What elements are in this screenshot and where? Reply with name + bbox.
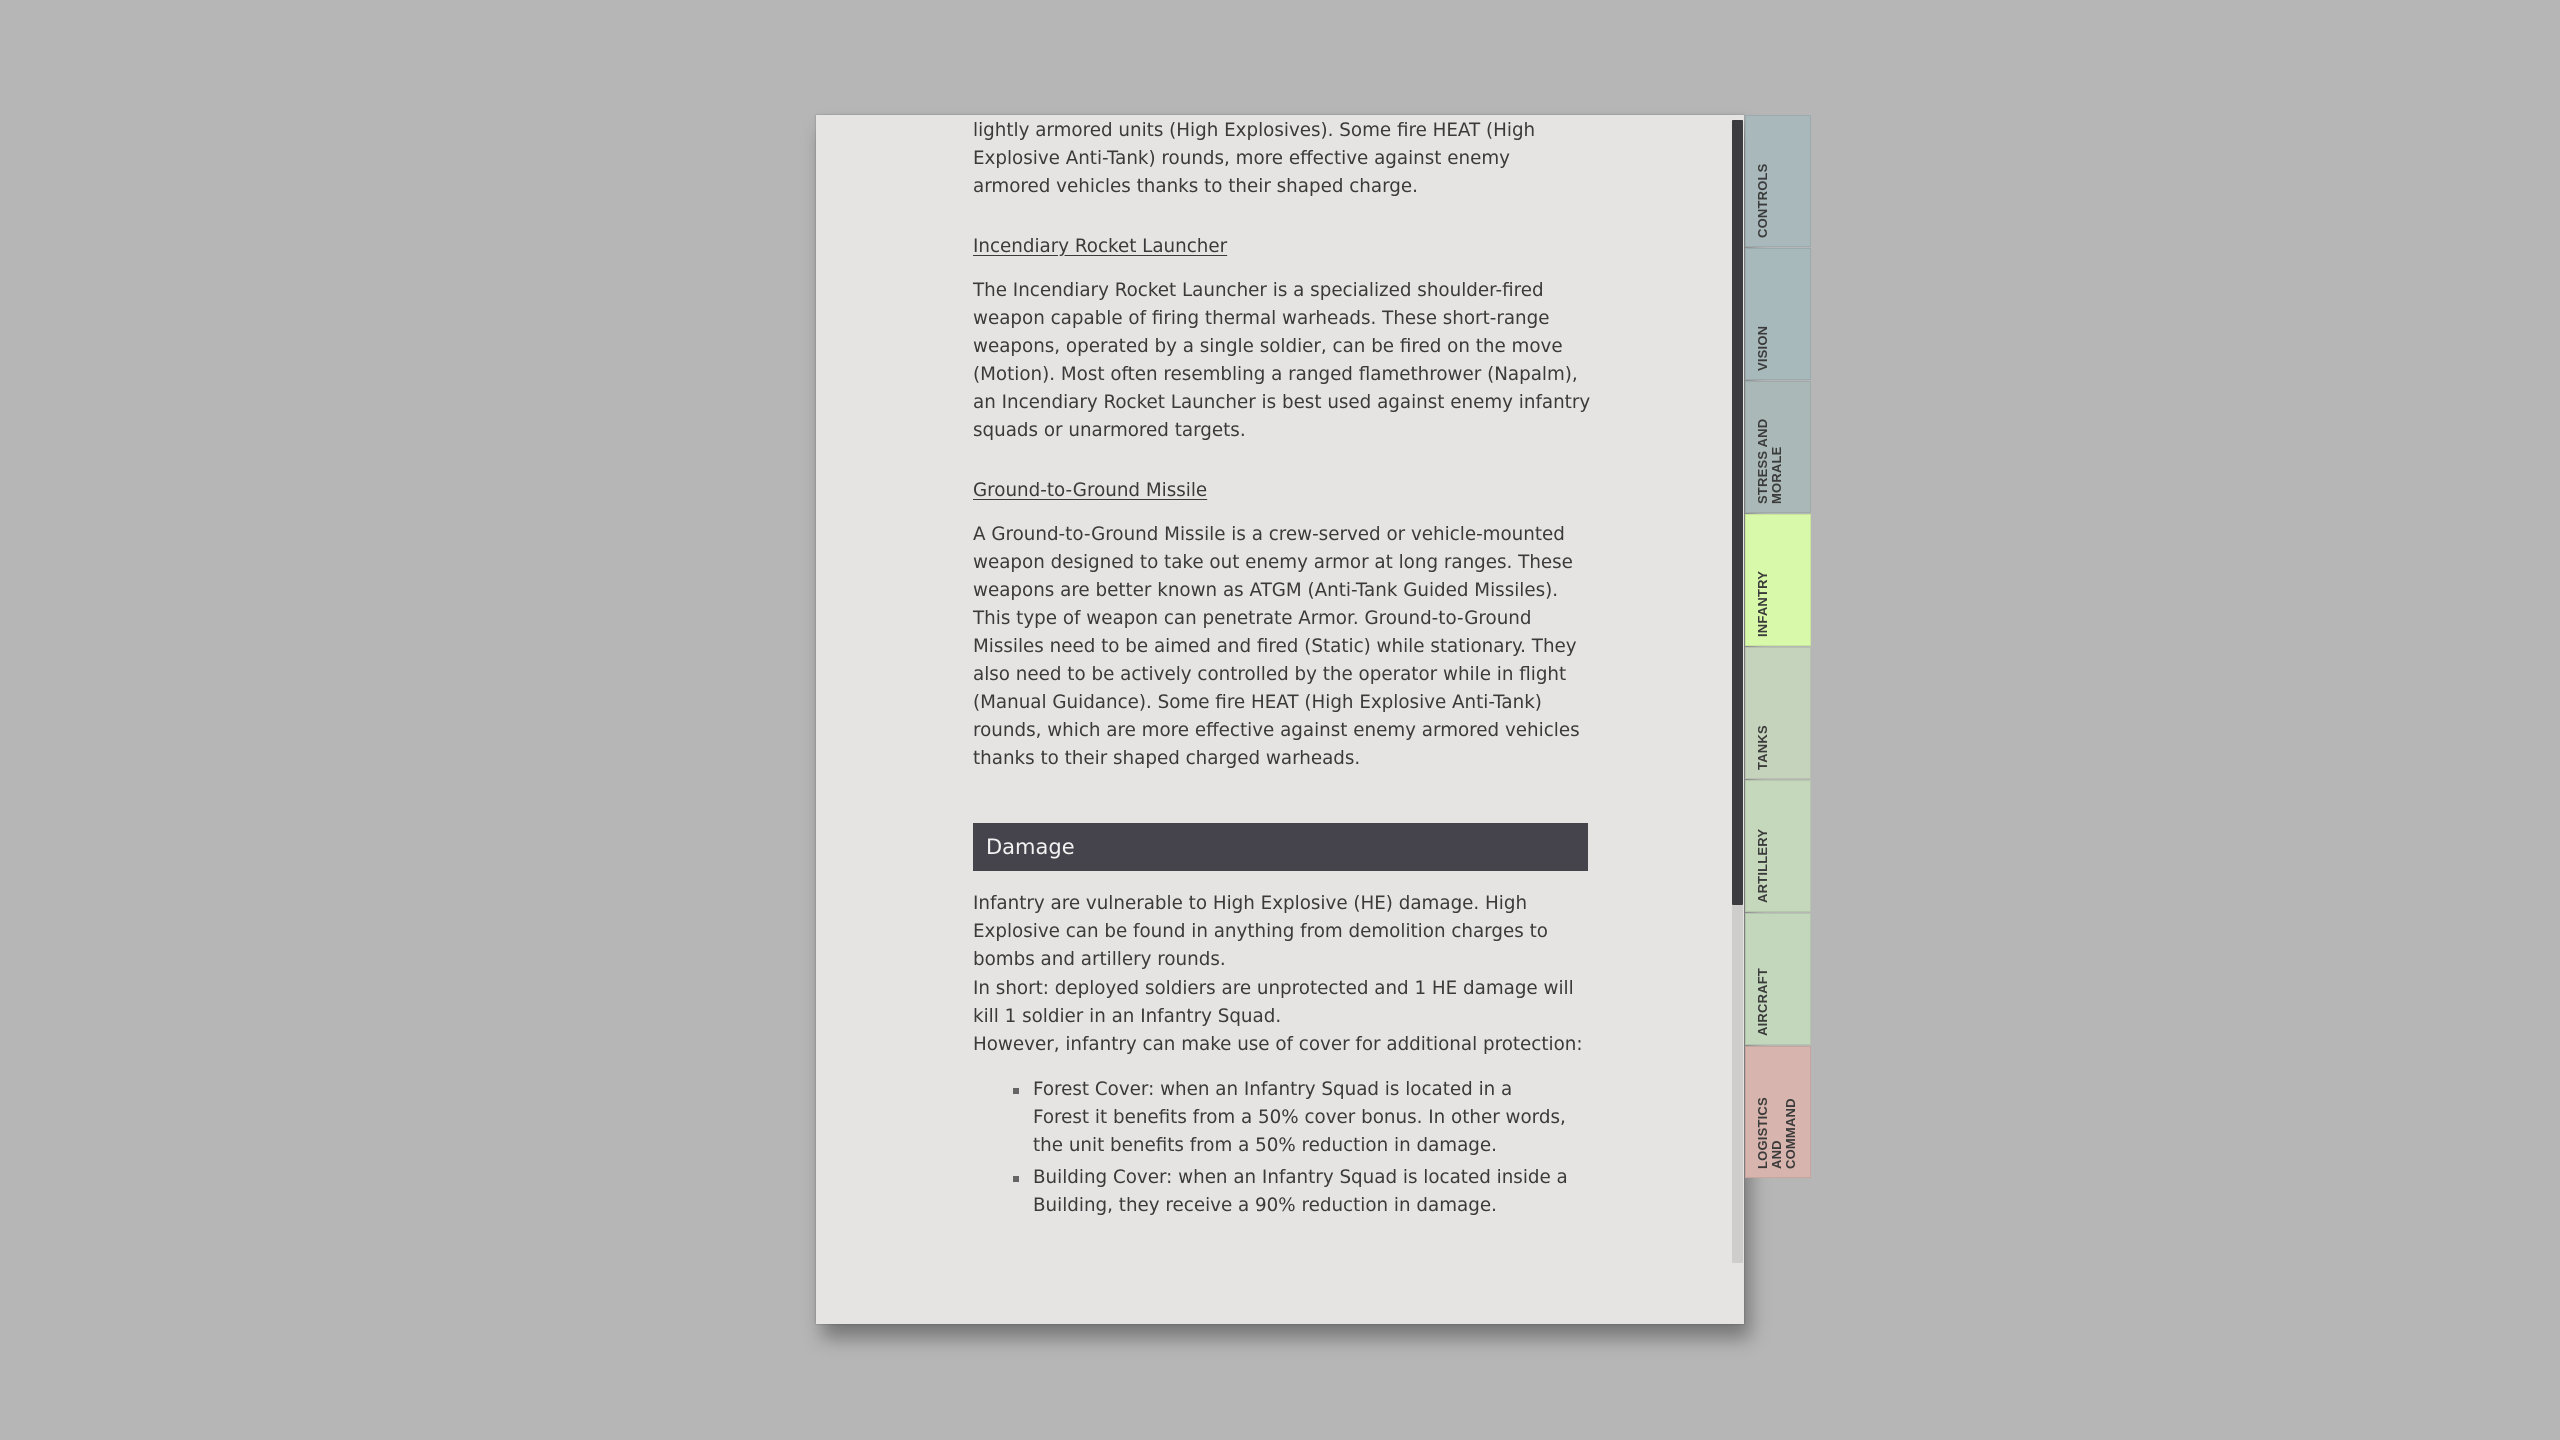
ground-missile-body: A Ground-to-Ground Missile is a crew-served or vehicle-mounted weapon designed to take out enemy armor at long ranges. These weapons are better known as ATGM (Anti-Tank Guided Missiles). This type of weapon can penetrate Armor. Ground-to-Ground Missiles need to be aimed and fired (Static) while stationary. They also need to be actively controlled by the operator while in flight (Manual Guidance). Some fire HEAT (High Explosive Anti-Tank) rounds, which are more effective against enemy armored vehicles thanks to their shaped charged warheads. [973,524,1580,769]
building-cover-text: Building Cover: when an Infantry Squad is located inside a Building, they receive a 90% reduction in damage. [1033,1167,1568,1216]
tab-controls[interactable] [1745,115,1811,247]
damage-para-3: However, infantry can make use of cover for additional protection: [973,1034,1583,1055]
tab-infantry[interactable] [1745,514,1811,646]
tab-logistics-and-command[interactable] [1745,1046,1811,1178]
incendiary-body: The Incendiary Rocket Launcher is a specialized shoulder-fired weapon capable of firing thermal warheads. These short-range weapons, operated by a single soldier, can be fired on the move (Motion). Most often resembling a ranged flamethrower (Napalm), an Incendiary Rocket Launcher is best used against enemy infantry squads or unarmored targets. [973,280,1591,441]
bullet-icon [1013,1176,1019,1182]
incendiary-heading: Incendiary Rocket Launcher [973,236,1228,257]
tab-tanks[interactable] [1745,647,1811,779]
tab-artillery[interactable] [1745,780,1811,912]
damage-para-1: Infantry are vulnerable to High Explosive (HE) damage. High Explosive can be found in anything from demolition charges to bombs and artillery rounds. [973,893,1548,970]
scrollbar-track[interactable] [1732,120,1743,1263]
bullet-icon [1013,1088,1019,1094]
tab-stress-and-morale[interactable] [1745,381,1811,513]
tab-label: AIRCRAFT [1755,967,1770,1036]
damage-section-header: Damage [973,823,1588,871]
damage-para-2: In short: deployed soldiers are unprotected and 1 HE damage will kill 1 soldier in an Infantry Squad. [973,978,1574,1027]
tab-label: TANKS [1755,725,1770,770]
intro-fragment: lightly armored units (High Explosives). Some fire HEAT (High Explosive Anti-Tank) rounds, more effective against enemy armored vehicles thanks to their shaped charge. [973,120,1536,197]
list-item [973,1164,1573,1220]
scrollbar-thumb[interactable] [1732,120,1743,905]
tab-vision[interactable] [1745,248,1811,380]
forest-cover-text: Forest Cover: when an Infantry Squad is located in a Forest it benefits from a 50% cover bonus. In other words, the unit benefits from a 50% reduction in damage. [1033,1079,1566,1156]
list-item [973,1076,1573,1160]
ground-missile-heading: Ground-to-Ground Missile [973,480,1208,501]
tab-label: CONTROLS [1755,163,1770,238]
tab-label: ARTILLERY [1755,828,1770,903]
manual-page[interactable] [816,115,1744,1324]
tab-label: STRESS AND MORALE [1755,418,1784,504]
tab-label: LOGISTICS AND COMMAND [1755,1097,1798,1169]
cover-bullet-list [973,1076,1593,1224]
tab-label: INFANTRY [1755,570,1770,637]
tab-label: VISION [1755,325,1770,371]
tab-aircraft[interactable] [1745,913,1811,1045]
chapter-tabs [1745,115,1811,1179]
